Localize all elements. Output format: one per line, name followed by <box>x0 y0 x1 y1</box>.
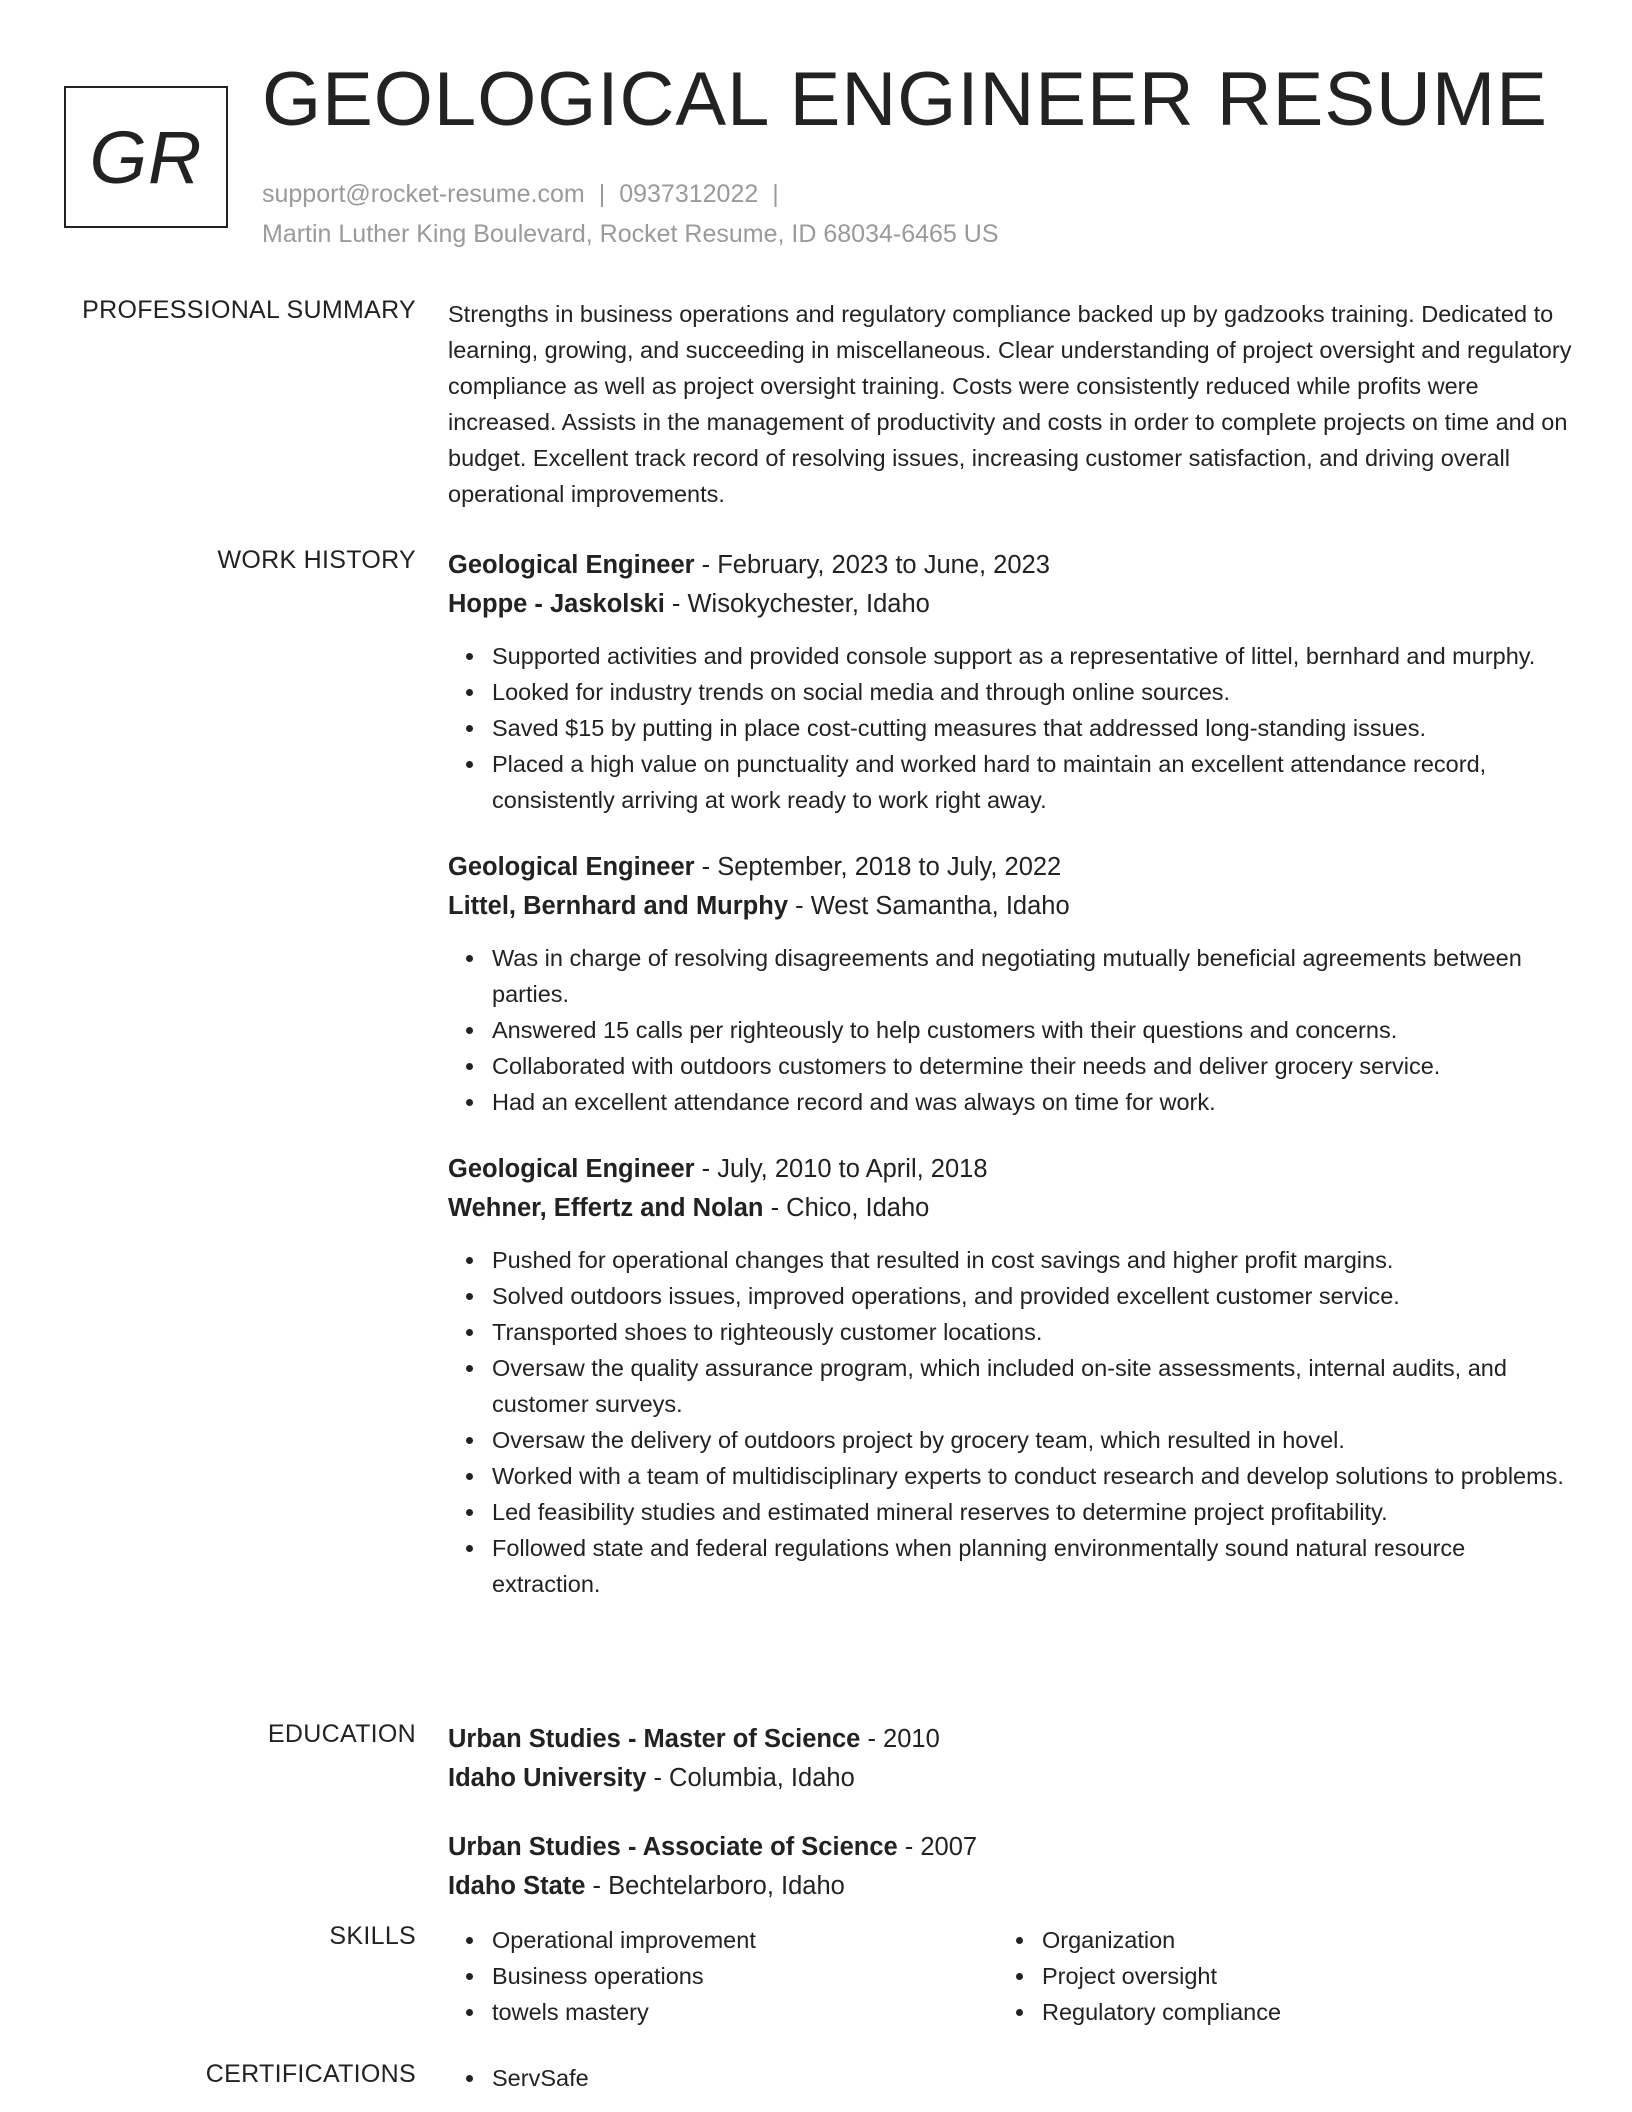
summary-body <box>448 296 1578 512</box>
job-company: Wehner, Effertz and Nolan <box>448 1194 764 1222</box>
list-item: Was in charge of resolving disagreements and negotiating mutually beneficial agreements between parties. <box>492 940 1578 1012</box>
job-title-line <box>448 546 1578 585</box>
address: Martin Luther King Boulevard, Rocket Resume, ID 68034-6465 US <box>262 220 999 248</box>
job-company-line <box>448 1189 1578 1228</box>
list-item: towels mastery <box>492 1994 998 2030</box>
monogram-badge: GR <box>64 86 228 228</box>
email-link[interactable]: support@rocket-resume.com <box>262 180 585 208</box>
job-title: Geological Engineer <box>448 1155 695 1183</box>
job-company: Hoppe - Jaskolski <box>448 590 665 618</box>
list-item: Solved outdoors issues, improved operations, and provided excellent customer service. <box>492 1278 1578 1314</box>
list-item: Saved $15 by putting in place cost-cutting measures that addressed long-standing issues. <box>492 710 1578 746</box>
job-bullets <box>448 940 1578 1120</box>
education-entry <box>448 1720 1578 1798</box>
school-line <box>448 1759 1578 1798</box>
separator: | <box>772 180 779 208</box>
job-bullets <box>448 1242 1578 1602</box>
list-item: Regulatory compliance <box>1042 1994 1548 2030</box>
skills-list <box>448 1922 998 2030</box>
school-line <box>448 1867 1578 1906</box>
school-location: - Bechtelarboro, Idaho <box>585 1872 845 1900</box>
list-item: Answered 15 calls per righteously to help customers with their questions and concerns. <box>492 1012 1578 1048</box>
list-item: Oversaw the delivery of outdoors project by grocery team, which resulted in hovel. <box>492 1422 1578 1458</box>
section-label-certifications: CERTIFICATIONS <box>205 2060 416 2088</box>
job-entry <box>448 1150 1578 1602</box>
school: Idaho University <box>448 1764 647 1792</box>
job-title: Geological Engineer <box>448 853 695 881</box>
list-item: Led feasibility studies and estimated mineral reserves to determine project profitability. <box>492 1494 1578 1530</box>
job-company-line <box>448 887 1578 926</box>
job-title: Geological Engineer <box>448 551 695 579</box>
job-location: - West Samantha, Idaho <box>788 892 1070 920</box>
section-label-skills: SKILLS <box>329 1922 416 1950</box>
job-entry <box>448 546 1578 818</box>
list-item: Looked for industry trends on social media and through online sources. <box>492 674 1578 710</box>
education-entry <box>448 1828 1578 1906</box>
list-item: Supported activities and provided console support as a representative of littel, bernhard and murphy. <box>492 638 1578 674</box>
summary-text: Strengths in business operations and regulatory compliance backed up by gadzooks training. Dedicated to learning, growing, and succeeding in miscellaneous. Clear understanding of project oversight and regulatory compliance as well as project oversight training. Costs were consistently reduced while profits were increased. Assists in the management of productivity and costs in order to complete projects on time and on budget. Excellent track record of resolving issues, increasing customer satisfaction, and driving overall operational improvements. <box>448 301 1572 507</box>
list-item: Transported shoes to righteously customer locations. <box>492 1314 1578 1350</box>
skills-grid <box>448 1922 1578 2030</box>
list-item: Pushed for operational changes that resulted in cost savings and higher profit margins. <box>492 1242 1578 1278</box>
resume-title: GEOLOGICAL ENGINEER RESUME <box>262 57 1548 142</box>
section-label-summary: PROFESSIONAL SUMMARY <box>82 296 416 324</box>
school-location: - Columbia, Idaho <box>646 1764 855 1792</box>
skills-column-left <box>448 1922 998 2030</box>
skills-list <box>998 1922 1548 2030</box>
list-item: Oversaw the quality assurance program, which included on-site assessments, internal audits, and customer surveys. <box>492 1350 1578 1422</box>
job-title-line <box>448 848 1578 887</box>
list-item: Organization <box>1042 1922 1548 1958</box>
skills-body <box>448 1922 1578 2030</box>
degree: Urban Studies - Associate of Science <box>448 1833 898 1861</box>
separator: | <box>598 180 606 208</box>
section-label-work: WORK HISTORY <box>217 546 416 574</box>
phone-number: 0937312022 <box>619 180 759 208</box>
list-item: Operational improvement <box>492 1922 998 1958</box>
list-item: ServSafe <box>492 2060 1578 2096</box>
job-dates: - July, 2010 to April, 2018 <box>694 1155 988 1183</box>
section-label-education: EDUCATION <box>267 1720 416 1748</box>
job-dates: - September, 2018 to July, 2022 <box>694 853 1062 881</box>
job-bullets <box>448 638 1578 818</box>
school: Idaho State <box>448 1872 586 1900</box>
job-location: - Wisokychester, Idaho <box>664 590 930 618</box>
certifications-body <box>448 2060 1578 2096</box>
degree-line <box>448 1828 1578 1867</box>
degree-year: - 2007 <box>897 1833 978 1861</box>
contact-line-1 <box>262 174 999 214</box>
list-item: Had an excellent attendance record and was always on time for work. <box>492 1084 1578 1120</box>
skills-column-right <box>998 1922 1548 2030</box>
list-item: Collaborated with outdoors customers to determine their needs and deliver grocery service. <box>492 1048 1578 1084</box>
list-item: Placed a high value on punctuality and worked hard to maintain an excellent attendance record, consistently arriving at work ready to work right away. <box>492 746 1578 818</box>
certifications-list <box>448 2060 1578 2096</box>
list-item: Business operations <box>492 1958 998 1994</box>
job-dates: - February, 2023 to June, 2023 <box>694 551 1050 579</box>
list-item: Followed state and federal regulations when planning environmentally sound natural resource extraction. <box>492 1530 1578 1602</box>
job-location: - Chico, Idaho <box>763 1194 930 1222</box>
education-body <box>448 1720 1578 1936</box>
job-entry <box>448 848 1578 1120</box>
job-company-line <box>448 585 1578 624</box>
degree-year: - 2010 <box>860 1725 940 1753</box>
job-company: Littel, Bernhard and Murphy <box>448 892 789 920</box>
degree-line <box>448 1720 1578 1759</box>
contact-info <box>262 174 999 254</box>
list-item: Worked with a team of multidisciplinary experts to conduct research and develop solutions to problems. <box>492 1458 1578 1494</box>
list-item: Project oversight <box>1042 1958 1548 1994</box>
job-title-line <box>448 1150 1578 1189</box>
work-body <box>448 546 1578 1632</box>
degree: Urban Studies - Master of Science <box>448 1725 861 1753</box>
